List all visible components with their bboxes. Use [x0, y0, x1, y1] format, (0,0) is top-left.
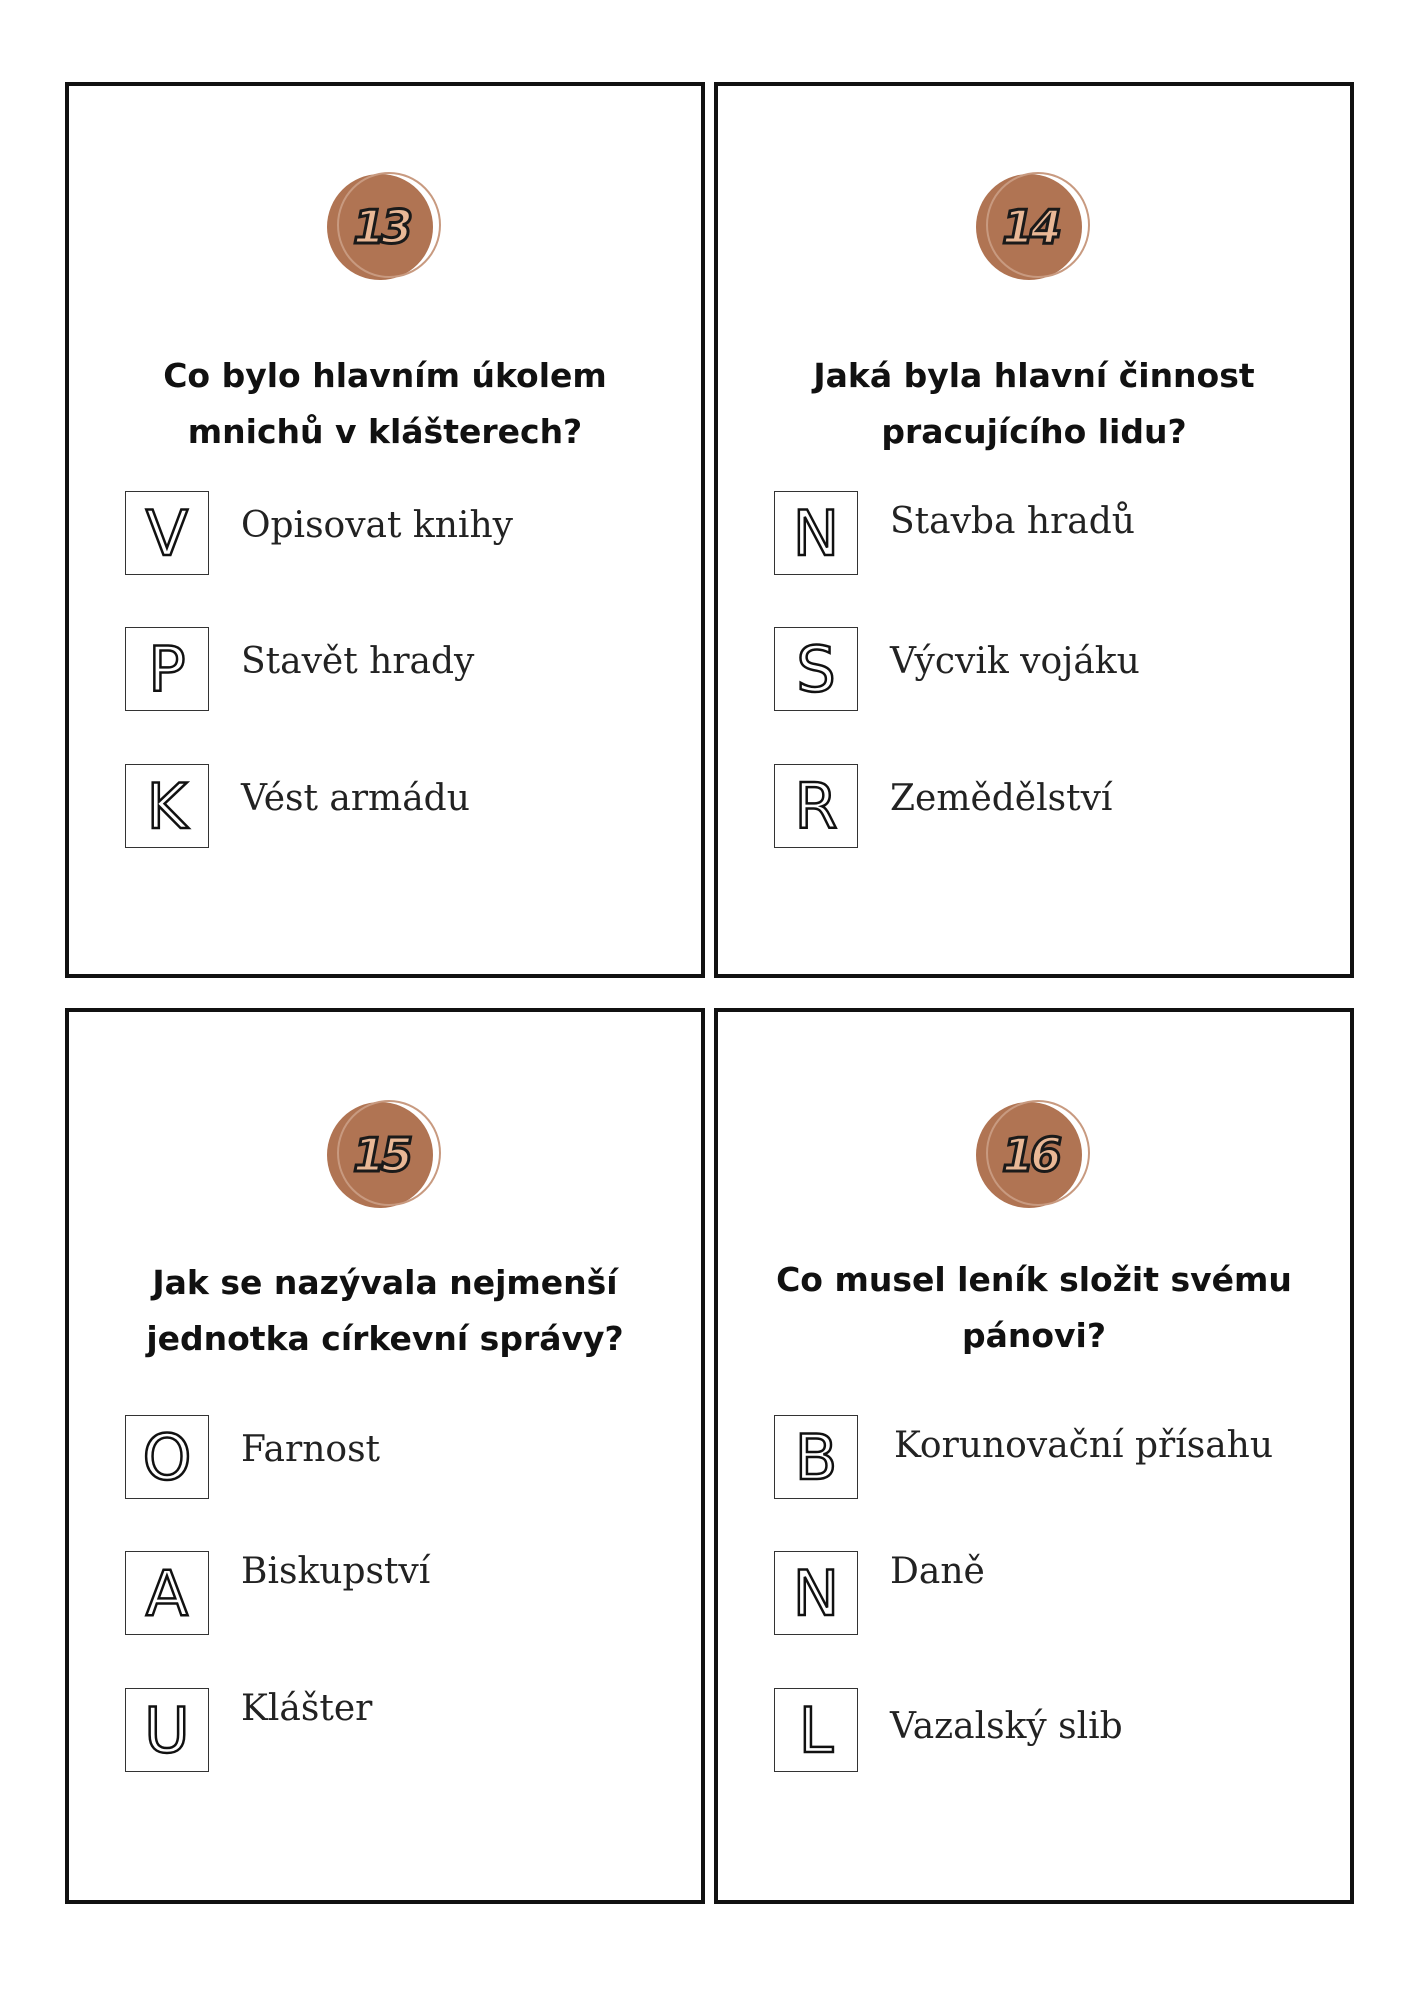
option-2[interactable]	[774, 1551, 1330, 1635]
option-1[interactable]	[774, 1415, 1330, 1499]
option-letter: O	[125, 1415, 209, 1499]
option-letter: S	[774, 627, 858, 711]
option-text: Vést armádu	[241, 778, 470, 819]
card-13	[65, 82, 705, 978]
option-letter: K	[125, 764, 209, 848]
option-text: Zemědělství	[890, 778, 1113, 819]
card-15	[65, 1008, 705, 1904]
option-letter: L	[774, 1688, 858, 1772]
option-3[interactable]	[774, 764, 1330, 848]
card-number: 14	[1001, 200, 1058, 254]
question	[89, 1255, 681, 1367]
number-badge	[976, 1100, 1092, 1212]
option-text: Klášter	[241, 1688, 373, 1729]
card-number: 16	[1001, 1128, 1058, 1182]
option-text: Vazalský slib	[890, 1706, 1123, 1747]
option-letter: U	[125, 1688, 209, 1772]
number-badge	[976, 172, 1092, 284]
number-badge	[327, 1100, 443, 1212]
option-letter: N	[774, 1551, 858, 1635]
question-line-2: jednotka církevní správy?	[146, 1319, 624, 1358]
option-text: Daně	[890, 1551, 985, 1592]
option-letter: V	[125, 491, 209, 575]
option-1[interactable]	[125, 1415, 681, 1499]
option-text: Stavba hradů	[890, 501, 1135, 542]
question	[89, 348, 681, 460]
question-line-1: Jaká byla hlavní činnost	[813, 356, 1255, 395]
option-3[interactable]	[125, 1688, 681, 1772]
option-text: Farnost	[241, 1429, 381, 1470]
card-number: 15	[352, 1128, 409, 1182]
option-text: Opisovat knihy	[241, 505, 513, 546]
option-letter: P	[125, 627, 209, 711]
option-2[interactable]	[125, 627, 681, 711]
question	[738, 348, 1330, 460]
option-1[interactable]	[125, 491, 681, 575]
option-2[interactable]	[125, 1551, 681, 1635]
card-16	[714, 1008, 1354, 1904]
question-line-2: pracujícího lidu?	[881, 412, 1187, 451]
option-letter: N	[774, 491, 858, 575]
option-letter: A	[125, 1551, 209, 1635]
card-14	[714, 82, 1354, 978]
option-text: Výcvik vojáku	[890, 641, 1140, 682]
option-3[interactable]	[125, 764, 681, 848]
option-text: Korunovační přísahu	[894, 1425, 1274, 1466]
question-line-1: Jak se nazývala nejmenší	[152, 1263, 618, 1302]
option-3[interactable]	[774, 1688, 1330, 1772]
question-line-1: Co musel leník složit svému	[776, 1260, 1292, 1299]
option-text: Biskupství	[241, 1551, 431, 1592]
question-line-2: pánovi?	[961, 1316, 1107, 1355]
question-line-1: Co bylo hlavním úkolem	[163, 356, 607, 395]
option-1[interactable]	[774, 491, 1330, 575]
option-text: Stavět hrady	[241, 641, 475, 682]
option-letter: R	[774, 764, 858, 848]
card-number: 13	[352, 200, 409, 254]
question-line-2: mnichů v klášterech?	[187, 412, 583, 451]
question	[738, 1252, 1330, 1364]
option-letter: B	[774, 1415, 858, 1499]
number-badge	[327, 172, 443, 284]
option-2[interactable]	[774, 627, 1330, 711]
